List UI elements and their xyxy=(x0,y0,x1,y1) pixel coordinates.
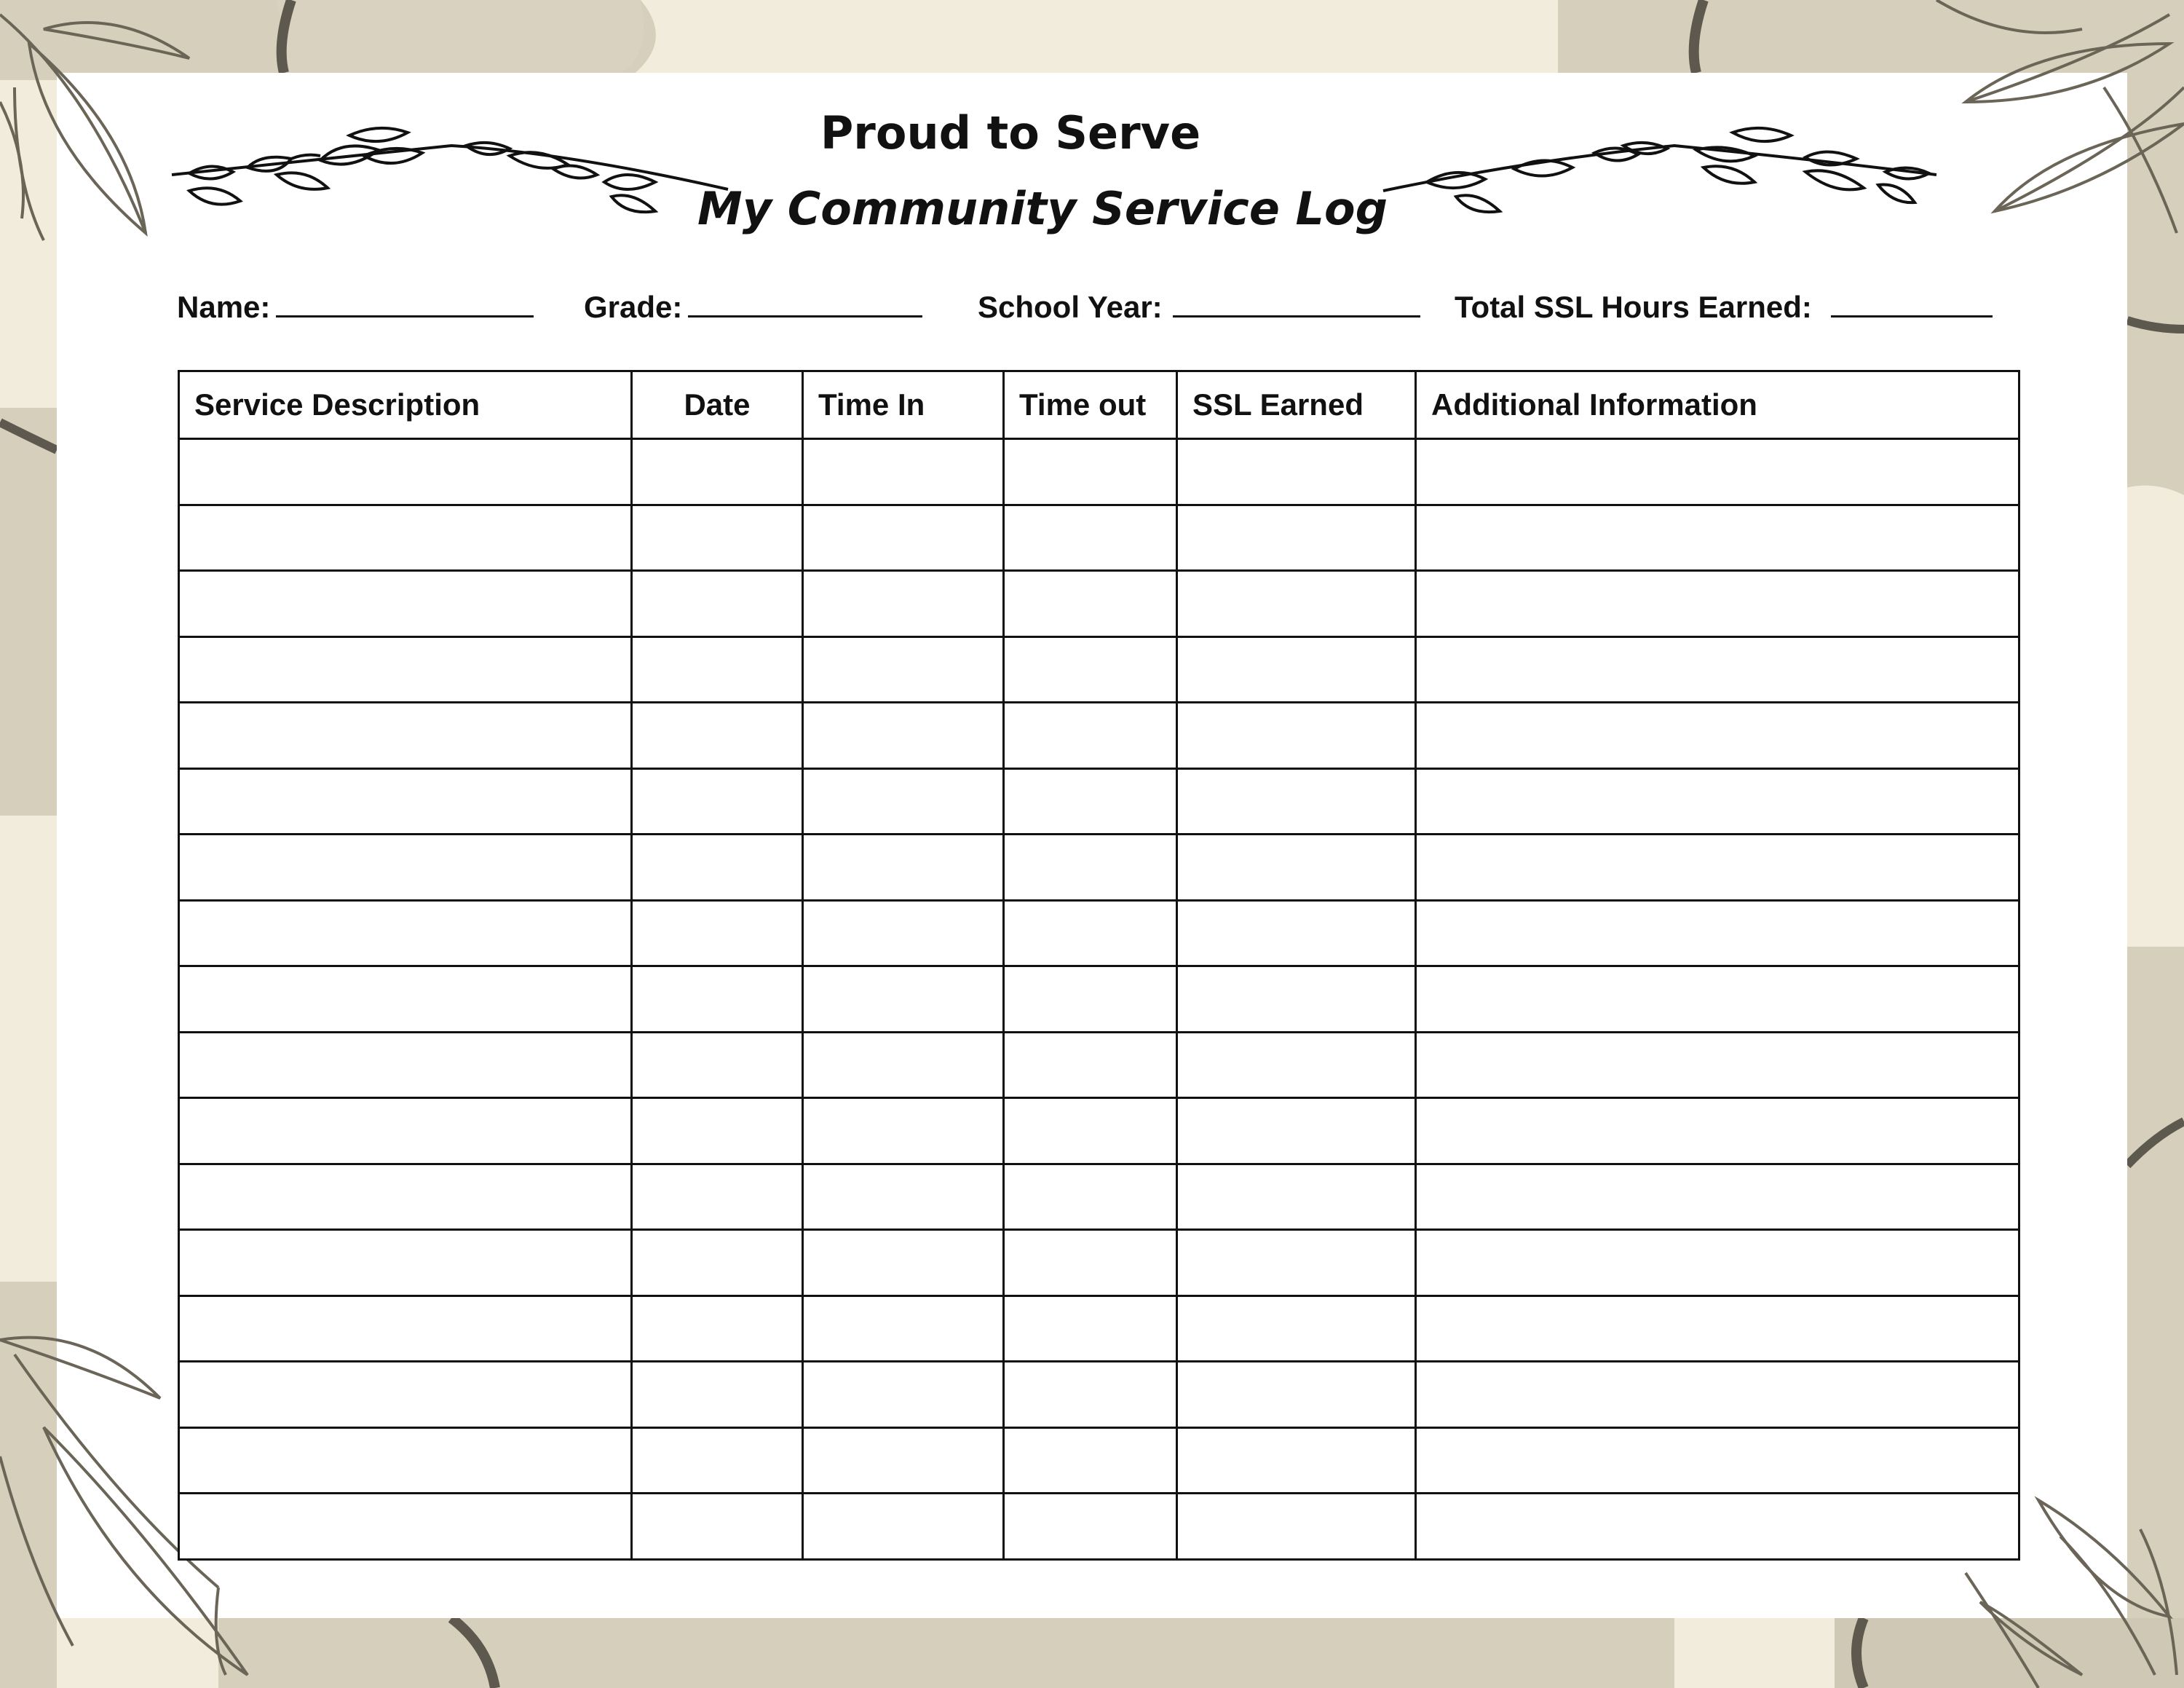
cell-time-in[interactable] xyxy=(803,571,1004,637)
cell-ssl-earned[interactable] xyxy=(1177,768,1416,835)
service-log-table xyxy=(178,370,2020,1561)
cell-ssl-earned[interactable] xyxy=(1177,1494,1416,1560)
cell-ssl-earned[interactable] xyxy=(1177,966,1416,1033)
cell-time-in[interactable] xyxy=(803,439,1004,505)
column-header-additional-information: Additional Information xyxy=(1416,371,2019,439)
cell-time-out[interactable] xyxy=(1004,703,1177,769)
cell-additional-information[interactable] xyxy=(1416,966,2019,1033)
cell-date[interactable] xyxy=(632,1032,803,1098)
cell-time-out[interactable] xyxy=(1004,505,1177,571)
cell-date[interactable] xyxy=(632,1362,803,1428)
table-row xyxy=(179,1032,2019,1098)
school-year-field[interactable] xyxy=(978,290,1420,325)
cell-ssl-earned[interactable] xyxy=(1177,1295,1416,1362)
cell-service-description[interactable] xyxy=(179,571,632,637)
cell-time-in[interactable] xyxy=(803,1032,1004,1098)
cell-time-in[interactable] xyxy=(803,835,1004,901)
column-header-time-out: Time out xyxy=(1004,371,1177,439)
table-row xyxy=(179,835,2019,901)
table-row xyxy=(179,505,2019,571)
cell-time-in[interactable] xyxy=(803,1362,1004,1428)
total-hours-label: Total SSL Hours Earned: xyxy=(1455,290,1812,324)
cell-time-out[interactable] xyxy=(1004,571,1177,637)
column-header-service-description: Service Description xyxy=(179,371,632,439)
column-header-date: Date xyxy=(632,371,803,439)
cell-date[interactable] xyxy=(632,703,803,769)
cell-ssl-earned[interactable] xyxy=(1177,1427,1416,1494)
table-row xyxy=(179,1164,2019,1230)
cell-date[interactable] xyxy=(632,900,803,966)
cell-time-out[interactable] xyxy=(1004,1494,1177,1560)
cell-service-description[interactable] xyxy=(179,1230,632,1296)
cell-time-in[interactable] xyxy=(803,703,1004,769)
table-header-row xyxy=(179,371,2019,439)
cell-service-description[interactable] xyxy=(179,703,632,769)
cell-service-description[interactable] xyxy=(179,505,632,571)
school-year-input-line[interactable] xyxy=(1173,291,1420,318)
cell-time-in[interactable] xyxy=(803,1295,1004,1362)
name-label: Name: xyxy=(177,290,271,324)
cell-time-out[interactable] xyxy=(1004,1098,1177,1164)
cell-time-in[interactable] xyxy=(803,1427,1004,1494)
cell-time-out[interactable] xyxy=(1004,966,1177,1033)
cell-additional-information[interactable] xyxy=(1416,1032,2019,1098)
table-row xyxy=(179,1494,2019,1560)
cell-service-description[interactable] xyxy=(179,1427,632,1494)
cell-ssl-earned[interactable] xyxy=(1177,571,1416,637)
school-year-label: School Year: xyxy=(978,290,1163,324)
cell-service-description[interactable] xyxy=(179,1098,632,1164)
grade-field[interactable] xyxy=(584,290,922,325)
cell-ssl-earned[interactable] xyxy=(1177,1362,1416,1428)
cell-additional-information[interactable] xyxy=(1416,1295,2019,1362)
cell-date[interactable] xyxy=(632,1295,803,1362)
cell-ssl-earned[interactable] xyxy=(1177,505,1416,571)
cell-date[interactable] xyxy=(632,1494,803,1560)
cell-time-out[interactable] xyxy=(1004,1032,1177,1098)
name-field[interactable] xyxy=(177,290,534,325)
cell-additional-information[interactable] xyxy=(1416,571,2019,637)
cell-additional-information[interactable] xyxy=(1416,703,2019,769)
cell-time-out[interactable] xyxy=(1004,900,1177,966)
cell-additional-information[interactable] xyxy=(1416,835,2019,901)
total-hours-input-line[interactable] xyxy=(1831,291,1993,318)
table-row xyxy=(179,966,2019,1033)
cell-ssl-earned[interactable] xyxy=(1177,1230,1416,1296)
cell-service-description[interactable] xyxy=(179,835,632,901)
cell-additional-information[interactable] xyxy=(1416,636,2019,703)
cell-ssl-earned[interactable] xyxy=(1177,703,1416,769)
cell-service-description[interactable] xyxy=(179,1362,632,1428)
cell-service-description[interactable] xyxy=(179,636,632,703)
cell-time-out[interactable] xyxy=(1004,636,1177,703)
cell-service-description[interactable] xyxy=(179,900,632,966)
cell-date[interactable] xyxy=(632,439,803,505)
cell-date[interactable] xyxy=(632,1098,803,1164)
cell-service-description[interactable] xyxy=(179,1295,632,1362)
cell-service-description[interactable] xyxy=(179,1032,632,1098)
cell-ssl-earned[interactable] xyxy=(1177,1164,1416,1230)
total-hours-field[interactable] xyxy=(1455,290,1993,325)
cell-ssl-earned[interactable] xyxy=(1177,1032,1416,1098)
cell-additional-information[interactable] xyxy=(1416,1362,2019,1428)
cell-time-in[interactable] xyxy=(803,1230,1004,1296)
cell-time-out[interactable] xyxy=(1004,439,1177,505)
cell-time-out[interactable] xyxy=(1004,768,1177,835)
table-row xyxy=(179,768,2019,835)
cell-time-in[interactable] xyxy=(803,636,1004,703)
table-row xyxy=(179,571,2019,637)
cell-time-out[interactable] xyxy=(1004,1230,1177,1296)
cell-date[interactable] xyxy=(632,1427,803,1494)
cell-time-out[interactable] xyxy=(1004,835,1177,901)
table-row xyxy=(179,636,2019,703)
cell-ssl-earned[interactable] xyxy=(1177,900,1416,966)
table-row xyxy=(179,1362,2019,1428)
page-subtitle: My Community Service Log xyxy=(697,182,1388,235)
cell-date[interactable] xyxy=(632,505,803,571)
cell-additional-information[interactable] xyxy=(1416,439,2019,505)
cell-additional-information[interactable] xyxy=(1416,900,2019,966)
cell-ssl-earned[interactable] xyxy=(1177,1098,1416,1164)
cell-additional-information[interactable] xyxy=(1416,1164,2019,1230)
cell-time-out[interactable] xyxy=(1004,1164,1177,1230)
table-row xyxy=(179,1230,2019,1296)
cell-additional-information[interactable] xyxy=(1416,1494,2019,1560)
cell-additional-information[interactable] xyxy=(1416,768,2019,835)
cell-service-description[interactable] xyxy=(179,768,632,835)
cell-date[interactable] xyxy=(632,1164,803,1230)
column-header-ssl-earned: SSL Earned xyxy=(1177,371,1416,439)
cell-time-in[interactable] xyxy=(803,1098,1004,1164)
cell-time-in[interactable] xyxy=(803,900,1004,966)
cell-additional-information[interactable] xyxy=(1416,505,2019,571)
cell-date[interactable] xyxy=(632,768,803,835)
cell-ssl-earned[interactable] xyxy=(1177,636,1416,703)
cell-date[interactable] xyxy=(632,1230,803,1296)
cell-time-in[interactable] xyxy=(803,966,1004,1033)
table-row xyxy=(179,439,2019,505)
cell-additional-information[interactable] xyxy=(1416,1230,2019,1296)
cell-time-out[interactable] xyxy=(1004,1427,1177,1494)
column-header-time-in: Time In xyxy=(803,371,1004,439)
cell-ssl-earned[interactable] xyxy=(1177,439,1416,505)
table-row xyxy=(179,1295,2019,1362)
cell-date[interactable] xyxy=(632,571,803,637)
cell-time-in[interactable] xyxy=(803,768,1004,835)
cell-time-out[interactable] xyxy=(1004,1362,1177,1428)
cell-time-in[interactable] xyxy=(803,1494,1004,1560)
grade-input-line[interactable] xyxy=(688,291,922,318)
grade-label: Grade: xyxy=(584,290,683,324)
cell-time-in[interactable] xyxy=(803,505,1004,571)
table-row xyxy=(179,900,2019,966)
cell-date[interactable] xyxy=(632,636,803,703)
cell-ssl-earned[interactable] xyxy=(1177,835,1416,901)
table-row xyxy=(179,1427,2019,1494)
cell-service-description[interactable] xyxy=(179,1164,632,1230)
cell-service-description[interactable] xyxy=(179,439,632,505)
table-row xyxy=(179,703,2019,769)
cell-additional-information[interactable] xyxy=(1416,1098,2019,1164)
page-title: Proud to Serve xyxy=(820,106,1201,159)
cell-service-description[interactable] xyxy=(179,1494,632,1560)
cell-date[interactable] xyxy=(632,966,803,1033)
cell-time-in[interactable] xyxy=(803,1164,1004,1230)
cell-date[interactable] xyxy=(632,835,803,901)
name-input-line[interactable] xyxy=(276,291,534,318)
cell-service-description[interactable] xyxy=(179,966,632,1033)
table-row xyxy=(179,1098,2019,1164)
cell-additional-information[interactable] xyxy=(1416,1427,2019,1494)
cell-time-out[interactable] xyxy=(1004,1295,1177,1362)
